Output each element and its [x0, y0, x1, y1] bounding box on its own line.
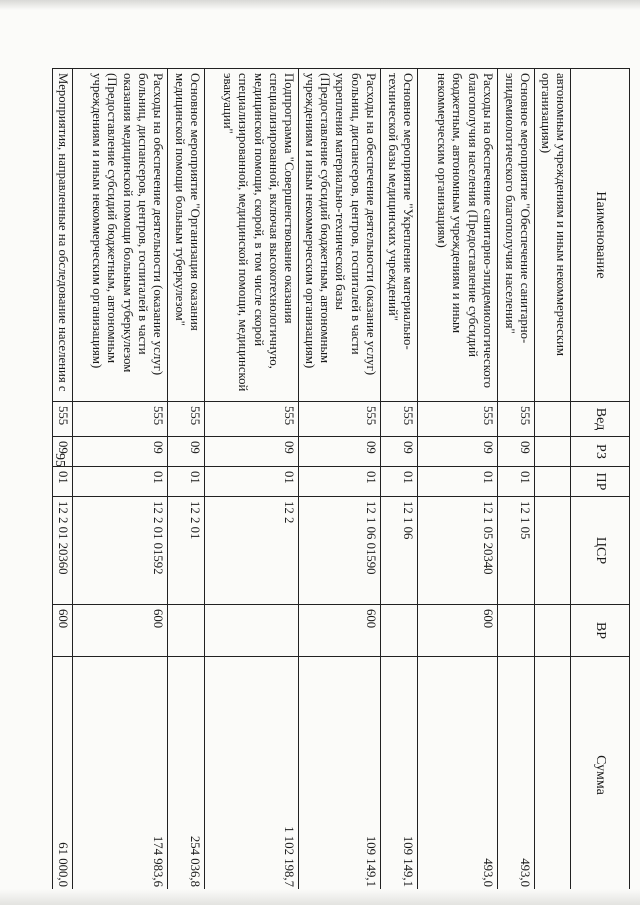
cell-sum: 109 149,1 [381, 657, 418, 894]
cell-csr: 12 1 06 01590 [299, 497, 381, 605]
cell-ved: 555 [205, 402, 299, 437]
cell-csr: 12 2 01 01592 [73, 497, 168, 605]
page-number: 95 [52, 453, 67, 467]
header-name: Наименование [571, 69, 630, 402]
cell-pr [535, 467, 571, 497]
table-row [498, 69, 535, 894]
cell-vr [535, 605, 571, 657]
cell-sum: 254 036,8 [168, 657, 205, 894]
table-row [168, 69, 205, 894]
cell-sum: 493,0 [418, 657, 498, 894]
table-row [299, 69, 381, 894]
cell-ved: 555 [381, 402, 418, 437]
cell-name: Расходы на обеспечение санитарно-эпидемиологического благополучия населения (Предоставление субсидий бюджетным, автономным учреждениям и иным некоммерческим организациям) [418, 69, 498, 402]
cell-ved: 555 [299, 402, 381, 437]
cell-name: Основное мероприятие "Обеспечение санитарно-эпидемиологического благополучия населения" [498, 69, 535, 402]
cell-vr [498, 605, 535, 657]
cell-name: автономным учреждениям и иным некоммерческим организациям) [535, 69, 571, 402]
cell-ved: 555 [73, 402, 168, 437]
cell-pr: 01 [168, 467, 205, 497]
cell-csr: 12 1 06 [381, 497, 418, 605]
cell-sum: 109 149,1 [299, 657, 381, 894]
cell-rz: 09 [381, 437, 418, 467]
budget-table [52, 68, 630, 894]
cell-name: Расходы на обеспечение деятельности (оказание услуг) больниц, диспансеров, центров, госпиталей в части укрепления материально-технической базы (Предоставление субсидий бюджетным, автономным учреждениям и иным некоммерческим организациям) [299, 69, 381, 402]
scan-edge-bottom [0, 889, 640, 905]
cell-rz: 09 [52, 437, 72, 467]
cell-ved [535, 402, 571, 437]
cell-pr: 01 [299, 467, 381, 497]
cell-rz: 09 [498, 437, 535, 467]
header-ved: Вед [571, 402, 630, 437]
cell-name: Основное мероприятие "Укрепление материально-технической базы медицинских учреждений" [381, 69, 418, 402]
table-row [73, 69, 168, 894]
cell-csr: 12 1 05 20340 [418, 497, 498, 605]
cell-name: Расходы на обеспечение деятельности (оказание услуг) больниц, диспансеров, центров, госпиталей в части оказания медицинской помощи больным туберкулезом (Предоставление субсидий бюджетным, автономным учреждениям и иным некоммерческим организациям) [73, 69, 168, 402]
table-row [205, 69, 299, 894]
table-header-row [571, 69, 630, 894]
cell-vr [168, 605, 205, 657]
cell-pr: 01 [73, 467, 168, 497]
cell-rz: 09 [168, 437, 205, 467]
cell-pr: 01 [52, 467, 72, 497]
header-pr: ПР [571, 467, 630, 497]
cell-ved: 555 [168, 402, 205, 437]
scan-edge-top [0, 0, 640, 10]
header-vr: ВР [571, 605, 630, 657]
cell-sum: 493,0 [498, 657, 535, 894]
header-rz: РЗ [571, 437, 630, 467]
cell-csr: 12 2 01 20360 [52, 497, 72, 605]
cell-vr: 600 [418, 605, 498, 657]
table-row [535, 69, 571, 894]
cell-rz: 09 [299, 437, 381, 467]
cell-sum [535, 657, 571, 894]
cell-rz: 09 [418, 437, 498, 467]
cell-vr: 600 [52, 605, 72, 657]
cell-vr: 600 [73, 605, 168, 657]
cell-vr [205, 605, 299, 657]
cell-sum: 1 102 198,7 [205, 657, 299, 894]
table-row [418, 69, 498, 894]
cell-csr [535, 497, 571, 605]
cell-pr: 01 [381, 467, 418, 497]
cell-sum: 61 000,0 [52, 657, 72, 894]
cell-name: Основное мероприятие "Организация оказания медицинской помощи больным туберкулезом" [168, 69, 205, 402]
cell-vr: 600 [299, 605, 381, 657]
cell-vr [381, 605, 418, 657]
cell-csr: 12 1 05 [498, 497, 535, 605]
cell-rz: 09 [205, 437, 299, 467]
cell-csr: 12 2 [205, 497, 299, 605]
cell-name: Подпрограмма "Совершенствование оказания специализированной, включая высокотехнологичную, медицинской помощи, скорой, в том числе скорой специализированной, медицинской помощи, медицинской эвакуации" [205, 69, 299, 402]
cell-ved: 555 [52, 402, 72, 437]
header-csr: ЦСР [571, 497, 630, 605]
cell-ved: 555 [498, 402, 535, 437]
cell-pr: 01 [205, 467, 299, 497]
header-sum: Сумма [571, 657, 630, 894]
cell-pr: 01 [498, 467, 535, 497]
cell-pr: 01 [418, 467, 498, 497]
cell-csr: 12 2 01 [168, 497, 205, 605]
cell-name: Мероприятия, направленные на обследование населения с [52, 69, 72, 402]
cell-sum: 174 983,6 [73, 657, 168, 894]
table-row [52, 69, 72, 894]
cell-rz: 09 [73, 437, 168, 467]
table-row [381, 69, 418, 894]
cell-ved: 555 [418, 402, 498, 437]
cell-rz [535, 437, 571, 467]
